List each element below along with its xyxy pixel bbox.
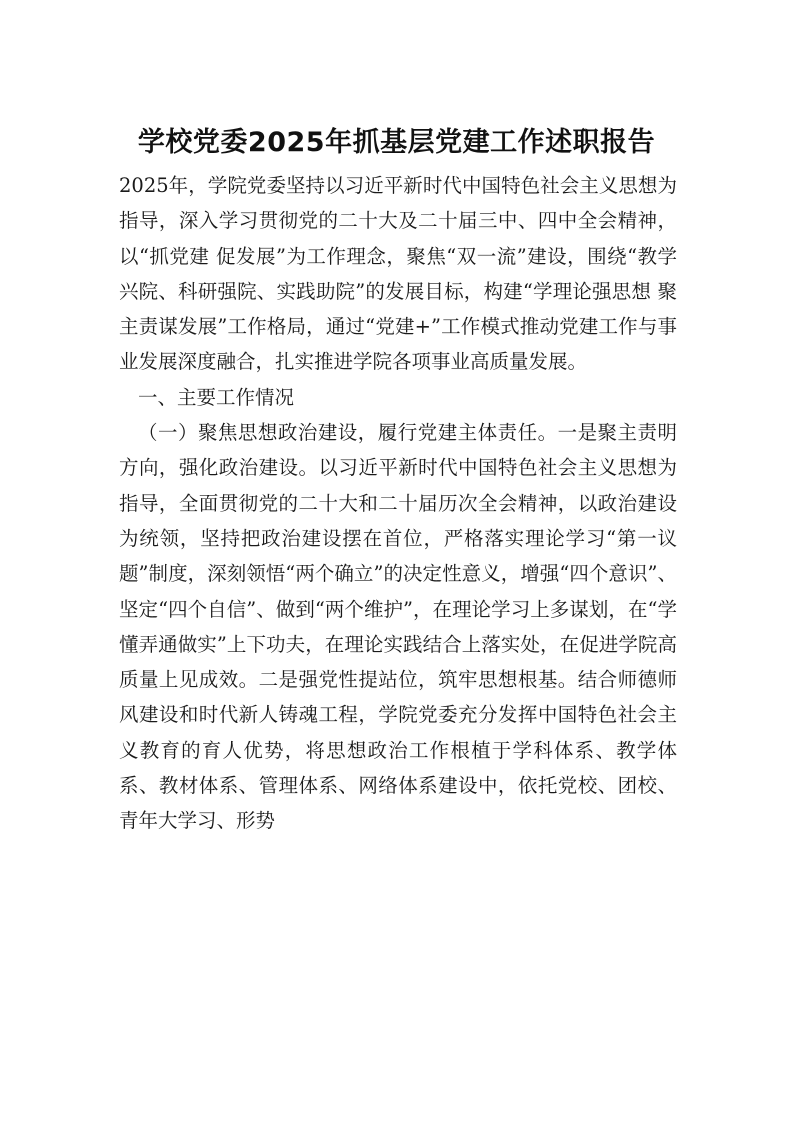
intro-paragraph: 2025年，学院党委坚持以习近平新时代中国特色社会主义思想为指导，深入学习贯彻党的二十大及二十届三中、四中全会精神，以“抓党建 促发展”为工作理念，聚焦“双一流”建设，围绕“教学兴院、科研强院、实践助院”的发展目标，构建“学理论强思想 聚主责谋发展”工作格局，通过“党建+”工作模式推动党建工作与事业发展深度融合，扎实推进学院各项事业高质量发展。 <box>119 174 677 374</box>
document-body <box>119 168 677 839</box>
section-heading: 一、主要工作情况 <box>138 385 295 409</box>
section-paragraph: （一）聚焦思想政治建设，履行党建主体责任。一是聚主责明方向，强化政治建设。以习近平新时代中国特色社会主义思想为指导，全面贯彻党的二十大和二十届历次全会精神，以政治建设为统领，坚持把政治建设摆在首位，严格落实理论学习“第一议题”制度，深刻领悟“两个确立”的决定性意义，增强“四个意识”、坚定“四个自信”、做到“两个维护”，在理论学习上多谋划，在“学懂弄通做实”上下功夫，在理论实践结合上落实处，在促进学院高质量上见成效。二是强党性提站位，筑牢思想根基。结合师德师风建设和时代新人铸魂工程，学院党委充分发挥中国特色社会主义教育的育人优势，将思想政治工作根植于学科体系、教学体系、教材体系、管理体系、网络体系建设中，依托党校、团校、青年大学习、形势 <box>119 421 677 833</box>
document-title: 学校党委2025年抓基层党建工作述职报告 <box>137 127 656 158</box>
